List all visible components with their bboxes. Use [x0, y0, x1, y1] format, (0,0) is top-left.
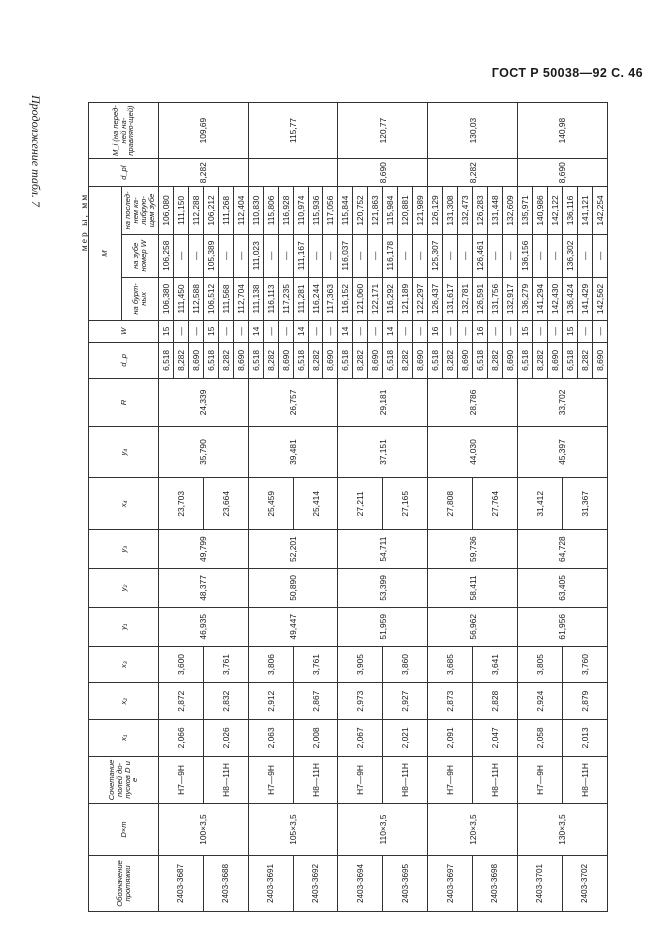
cell-x1: 2,091 [428, 720, 473, 757]
cell-x3: 3,685 [428, 646, 473, 683]
cell-dp: 8,690 [233, 342, 248, 379]
table-row [383, 103, 398, 912]
cell-r: 24,339 [159, 379, 249, 426]
cell-m-last: 132,473 [458, 187, 473, 234]
table-row [159, 103, 174, 912]
cell-r: 33,702 [517, 379, 607, 426]
cell-m-rough: 126,591 [473, 277, 488, 320]
cell-y1: 46,935 [159, 607, 249, 646]
cell-w: 14 [293, 320, 308, 342]
col-m-last: на послед-нем ка-либрую-щем зубе [122, 187, 159, 234]
cell-fit: H8—11H [473, 756, 518, 803]
cell-w: — [323, 320, 338, 342]
col-w: W [89, 320, 159, 342]
cell-x3: 3,805 [517, 646, 562, 683]
cell-x4: 27,165 [383, 478, 428, 530]
cell-m-tooth: 126,461 [473, 234, 488, 277]
cell-y4: 45,397 [517, 426, 607, 478]
cell-m-tooth: 106,258 [159, 234, 174, 277]
cell-w: — [188, 320, 203, 342]
cell-m-last: 116,928 [278, 187, 293, 234]
cell-dp: 8,690 [592, 342, 607, 379]
cell-dm: 120×3,5 [428, 804, 518, 856]
col-dm: D×m [89, 804, 159, 856]
col-y2: y₂ [89, 569, 159, 608]
cell-x3: 3,761 [203, 646, 248, 683]
cell-x2: 2,867 [293, 683, 338, 720]
cell-x4: 27,211 [338, 478, 383, 530]
cell-fit: H7—9H [248, 756, 293, 803]
cell-x4: 25,414 [293, 478, 338, 530]
cell-w: — [233, 320, 248, 342]
cell-w: 14 [383, 320, 398, 342]
cell-x4: 25,459 [248, 478, 293, 530]
cell-x3: 3,641 [473, 646, 518, 683]
cell-m-rough: 122,297 [413, 277, 428, 320]
cell-w: 14 [248, 320, 263, 342]
cell-m-rough: 112,704 [233, 277, 248, 320]
cell-mi: 140,98 [517, 103, 607, 159]
cell-w: — [443, 320, 458, 342]
cell-x2: 2,973 [338, 683, 383, 720]
cell-x3: 3,761 [293, 646, 338, 683]
rotated-table-frame [88, 102, 608, 912]
cell-fit: H8—11H [562, 756, 607, 803]
cell-m-tooth: 116,178 [383, 234, 398, 277]
cell-x3: 3,806 [248, 646, 293, 683]
cell-w: — [308, 320, 323, 342]
cell-y2: 53,399 [338, 569, 428, 608]
cell-mi: 130,03 [428, 103, 518, 159]
cell-w: — [592, 320, 607, 342]
cell-m-last: 121,863 [368, 187, 383, 234]
cell-designation: 2403-3694 [338, 855, 383, 911]
cell-dp: 8,690 [458, 342, 473, 379]
cell-m-last: 140,986 [532, 187, 547, 234]
cell-m-tooth: — [592, 234, 607, 277]
cell-m-last: 120,881 [398, 187, 413, 234]
cell-m-last: 106,212 [203, 187, 218, 234]
cell-w: 16 [428, 320, 443, 342]
cell-w: — [368, 320, 383, 342]
cell-mi: 109,69 [159, 103, 249, 159]
cell-mi: 115,77 [248, 103, 338, 159]
cell-w: — [577, 320, 592, 342]
cell-m-tooth: — [487, 234, 502, 277]
cell-w: — [398, 320, 413, 342]
cell-m-last: 131,448 [487, 187, 502, 234]
page-header: ГОСТ Р 50038—92 С. 46 [491, 66, 643, 80]
table-header-row [89, 103, 122, 912]
cell-m-rough: 116,113 [263, 277, 278, 320]
cell-w: — [458, 320, 473, 342]
cell-m-tooth: — [368, 234, 383, 277]
cell-m-tooth: — [278, 234, 293, 277]
table-body [159, 103, 608, 912]
cell-m-rough: 132,781 [458, 277, 473, 320]
cell-m-rough: 111,138 [248, 277, 263, 320]
cell-dp: 8,690 [547, 342, 562, 379]
cell-m-rough: 106,380 [159, 277, 174, 320]
cell-m-last: 115,844 [338, 187, 353, 234]
table-row [517, 103, 532, 912]
cell-dp: 6,518 [248, 342, 263, 379]
cell-w: 15 [159, 320, 174, 342]
cell-x4: 23,664 [203, 478, 248, 530]
cell-y1: 51,959 [338, 607, 428, 646]
cell-designation: 2403-3691 [248, 855, 293, 911]
col-x4: x₄ [89, 478, 159, 530]
col-r: R [89, 379, 159, 426]
cell-m-last: 142,254 [592, 187, 607, 234]
cell-x4: 31,412 [517, 478, 562, 530]
cell-x1: 2,013 [562, 720, 607, 757]
col-fit: Сочетание полей до-пусков D и e [89, 756, 159, 803]
cell-m-rough: 136,279 [517, 277, 532, 320]
cell-m-rough: 116,152 [338, 277, 353, 320]
cell-m-last: 121,989 [413, 187, 428, 234]
cell-dp: 8,282 [353, 342, 368, 379]
cell-m-tooth: 111,023 [248, 234, 263, 277]
cell-m-last: 112,288 [188, 187, 203, 234]
cell-dp: 6,518 [562, 342, 577, 379]
cell-dp: 8,282 [218, 342, 233, 379]
cell-dp: 6,518 [383, 342, 398, 379]
cell-w: — [487, 320, 502, 342]
table-row [473, 103, 488, 912]
cell-dp: 8,690 [323, 342, 338, 379]
cell-x4: 23,703 [159, 478, 204, 530]
cell-m-tooth: — [353, 234, 368, 277]
cell-dp: 6,518 [159, 342, 174, 379]
cell-m-rough: 121,189 [398, 277, 413, 320]
cell-x3: 3,905 [338, 646, 383, 683]
cell-dpl: 8,282 [159, 159, 249, 187]
cell-m-rough: 141,429 [577, 277, 592, 320]
cell-m-rough: 141,294 [532, 277, 547, 320]
cell-dm: 110×3,5 [338, 804, 428, 856]
cell-m-tooth: — [323, 234, 338, 277]
cell-y3: 52,201 [248, 530, 338, 569]
cell-x4: 31,367 [562, 478, 607, 530]
cell-y4: 44,030 [428, 426, 518, 478]
cell-w: — [413, 320, 428, 342]
cell-x1: 2,066 [159, 720, 204, 757]
table-row [338, 103, 353, 912]
cell-x2: 2,828 [473, 683, 518, 720]
cell-x2: 2,912 [248, 683, 293, 720]
cell-y3: 54,711 [338, 530, 428, 569]
cell-x1: 2,026 [203, 720, 248, 757]
table-continuation-caption: Продолжение табл. 7 [29, 95, 43, 207]
cell-dp: 6,518 [473, 342, 488, 379]
col-m-group: M [89, 187, 122, 321]
cell-y2: 48,377 [159, 569, 249, 608]
cell-w: — [263, 320, 278, 342]
cell-designation: 2403-3687 [159, 855, 204, 911]
cell-designation: 2403-3701 [517, 855, 562, 911]
col-designation: Обозначение протяжки [89, 855, 159, 911]
cell-r: 29,181 [338, 379, 428, 426]
cell-m-tooth: 136,156 [517, 234, 532, 277]
cell-y1: 56,962 [428, 607, 518, 646]
cell-m-tooth: — [398, 234, 413, 277]
cell-m-rough: 126,437 [428, 277, 443, 320]
cell-y3: 59,736 [428, 530, 518, 569]
cell-dp: 6,518 [203, 342, 218, 379]
cell-m-last: 117,056 [323, 187, 338, 234]
cell-x1: 2,047 [473, 720, 518, 757]
cell-dp: 8,282 [308, 342, 323, 379]
cell-x1: 2,008 [293, 720, 338, 757]
cell-m-rough: 122,171 [368, 277, 383, 320]
cell-dp: 8,282 [532, 342, 547, 379]
cell-w: — [353, 320, 368, 342]
cell-fit: H7—9H [159, 756, 204, 803]
cell-fit: H8—11H [203, 756, 248, 803]
cell-m-tooth: — [502, 234, 517, 277]
cell-y2: 50,890 [248, 569, 338, 608]
cell-m-tooth: — [188, 234, 203, 277]
cell-dp: 8,282 [487, 342, 502, 379]
col-dp: d_p [89, 342, 159, 379]
cell-dp: 6,518 [517, 342, 532, 379]
cell-x1: 2,067 [338, 720, 383, 757]
cell-m-rough: 111,450 [173, 277, 188, 320]
cell-x4: 27,808 [428, 478, 473, 530]
cell-dm: 105×3,5 [248, 804, 338, 856]
cell-m-last: 111,268 [218, 187, 233, 234]
cell-m-last: 120,752 [353, 187, 368, 234]
cell-m-last: 112,404 [233, 187, 248, 234]
cell-mi: 120,77 [338, 103, 428, 159]
cell-dp: 6,518 [293, 342, 308, 379]
cell-m-rough: 106,512 [203, 277, 218, 320]
col-y3: y₃ [89, 530, 159, 569]
table-row [428, 103, 443, 912]
cell-w: 15 [203, 320, 218, 342]
cell-fit: H8—11H [293, 756, 338, 803]
cell-m-last: 126,129 [428, 187, 443, 234]
cell-w: — [173, 320, 188, 342]
cell-dpl: 8,690 [517, 159, 607, 187]
table-row [203, 103, 218, 912]
cell-m-last: 131,308 [443, 187, 458, 234]
cell-m-last: 115,936 [308, 187, 323, 234]
cell-m-rough: 117,235 [278, 277, 293, 320]
cell-m-last: 141,121 [577, 187, 592, 234]
cell-r: 28,786 [428, 379, 518, 426]
cell-x3: 3,600 [159, 646, 204, 683]
cell-dp: 8,690 [188, 342, 203, 379]
col-x1: x₁ [89, 720, 159, 757]
cell-m-last: 110,974 [293, 187, 308, 234]
col-m-tooth: на зубе номер W [122, 234, 159, 277]
cell-y1: 49,447 [248, 607, 338, 646]
col-mi: M_i (на перед-ней на-правляю-щей) [89, 103, 159, 159]
broach-dimensions-table [88, 102, 608, 912]
cell-dm: 100×3,5 [159, 804, 249, 856]
col-dpl: d_pl [89, 159, 159, 187]
cell-m-tooth: — [308, 234, 323, 277]
cell-dp: 8,282 [173, 342, 188, 379]
cell-x2: 2,873 [428, 683, 473, 720]
cell-x2: 2,927 [383, 683, 428, 720]
cell-m-rough: 116,292 [383, 277, 398, 320]
cell-fit: H7—9H [338, 756, 383, 803]
cell-dpl [248, 159, 338, 187]
cell-x2: 2,879 [562, 683, 607, 720]
cell-m-last: 115,984 [383, 187, 398, 234]
cell-x2: 2,872 [159, 683, 204, 720]
col-y1: y₁ [89, 607, 159, 646]
cell-y4: 39,481 [248, 426, 338, 478]
cell-dp: 8,690 [413, 342, 428, 379]
cell-m-rough: 117,363 [323, 277, 338, 320]
cell-w: — [502, 320, 517, 342]
col-m-rough: на бурт-ных [122, 277, 159, 320]
cell-m-rough: 132,917 [502, 277, 517, 320]
cell-m-last: 136,116 [562, 187, 577, 234]
cell-w: 16 [473, 320, 488, 342]
table-row [293, 103, 308, 912]
cell-m-tooth: 105,389 [203, 234, 218, 277]
cell-designation: 2403-3698 [473, 855, 518, 911]
cell-designation: 2403-3695 [383, 855, 428, 911]
cell-m-tooth: — [173, 234, 188, 277]
col-x2: x₂ [89, 683, 159, 720]
table-row [248, 103, 263, 912]
units-label: мер ы, мм [80, 192, 90, 252]
cell-m-last: 135,971 [517, 187, 532, 234]
cell-w: 15 [562, 320, 577, 342]
cell-m-last: 106,080 [159, 187, 174, 234]
cell-y3: 64,728 [517, 530, 607, 569]
cell-m-tooth: — [443, 234, 458, 277]
cell-dpl: 8,282 [428, 159, 518, 187]
col-x3: x₃ [89, 646, 159, 683]
cell-w: — [278, 320, 293, 342]
cell-m-last: 110,830 [248, 187, 263, 234]
cell-w: — [532, 320, 547, 342]
cell-designation: 2403-3702 [562, 855, 607, 911]
cell-m-rough: 142,562 [592, 277, 607, 320]
cell-m-rough: 111,281 [293, 277, 308, 320]
cell-m-last: 132,609 [502, 187, 517, 234]
cell-m-tooth: — [413, 234, 428, 277]
cell-x2: 2,832 [203, 683, 248, 720]
cell-dp: 8,690 [502, 342, 517, 379]
cell-y4: 37,151 [338, 426, 428, 478]
cell-dp: 6,518 [338, 342, 353, 379]
cell-w: — [547, 320, 562, 342]
cell-dp: 8,282 [398, 342, 413, 379]
cell-m-tooth: 111,167 [293, 234, 308, 277]
cell-x4: 27,764 [473, 478, 518, 530]
cell-designation: 2403-3688 [203, 855, 248, 911]
cell-m-tooth: — [532, 234, 547, 277]
cell-m-tooth: — [218, 234, 233, 277]
cell-m-tooth: 136,302 [562, 234, 577, 277]
table-row [562, 103, 577, 912]
cell-m-tooth: — [577, 234, 592, 277]
cell-fit: H7—9H [428, 756, 473, 803]
cell-x1: 2,063 [248, 720, 293, 757]
cell-m-tooth: 116,037 [338, 234, 353, 277]
cell-dp: 8,690 [368, 342, 383, 379]
cell-dp: 6,518 [428, 342, 443, 379]
cell-x1: 2,021 [383, 720, 428, 757]
cell-dm: 130×3,5 [517, 804, 607, 856]
cell-m-rough: 136,424 [562, 277, 577, 320]
cell-designation: 2403-3697 [428, 855, 473, 911]
cell-x1: 2,058 [517, 720, 562, 757]
cell-m-rough: 142,430 [547, 277, 562, 320]
cell-y4: 35,790 [159, 426, 249, 478]
cell-m-last: 142,122 [547, 187, 562, 234]
cell-dp: 8,282 [263, 342, 278, 379]
cell-x3: 3,760 [562, 646, 607, 683]
cell-dpl: 8,690 [338, 159, 428, 187]
cell-m-last: 111,150 [173, 187, 188, 234]
cell-designation: 2403-3692 [293, 855, 338, 911]
cell-m-tooth: — [233, 234, 248, 277]
cell-x3: 3,860 [383, 646, 428, 683]
cell-y2: 58,411 [428, 569, 518, 608]
cell-dp: 8,690 [278, 342, 293, 379]
col-y4: y₄ [89, 426, 159, 478]
cell-dp: 8,282 [577, 342, 592, 379]
cell-y1: 61,956 [517, 607, 607, 646]
cell-m-tooth: 125,307 [428, 234, 443, 277]
cell-m-rough: 121,060 [353, 277, 368, 320]
cell-w: 14 [338, 320, 353, 342]
cell-m-rough: 116,244 [308, 277, 323, 320]
cell-m-rough: 131,756 [487, 277, 502, 320]
cell-m-rough: 111,568 [218, 277, 233, 320]
cell-m-rough: 112,588 [188, 277, 203, 320]
cell-w: — [218, 320, 233, 342]
cell-y3: 49,799 [159, 530, 249, 569]
cell-m-last: 115,806 [263, 187, 278, 234]
cell-y2: 63,405 [517, 569, 607, 608]
cell-m-last: 126,283 [473, 187, 488, 234]
cell-dp: 8,282 [443, 342, 458, 379]
cell-fit: H8—11H [383, 756, 428, 803]
cell-m-rough: 131,617 [443, 277, 458, 320]
cell-x2: 2,924 [517, 683, 562, 720]
cell-w: 15 [517, 320, 532, 342]
cell-m-tooth: — [547, 234, 562, 277]
cell-m-tooth: — [263, 234, 278, 277]
cell-fit: H7—9H [517, 756, 562, 803]
cell-m-tooth: — [458, 234, 473, 277]
cell-r: 26,757 [248, 379, 338, 426]
